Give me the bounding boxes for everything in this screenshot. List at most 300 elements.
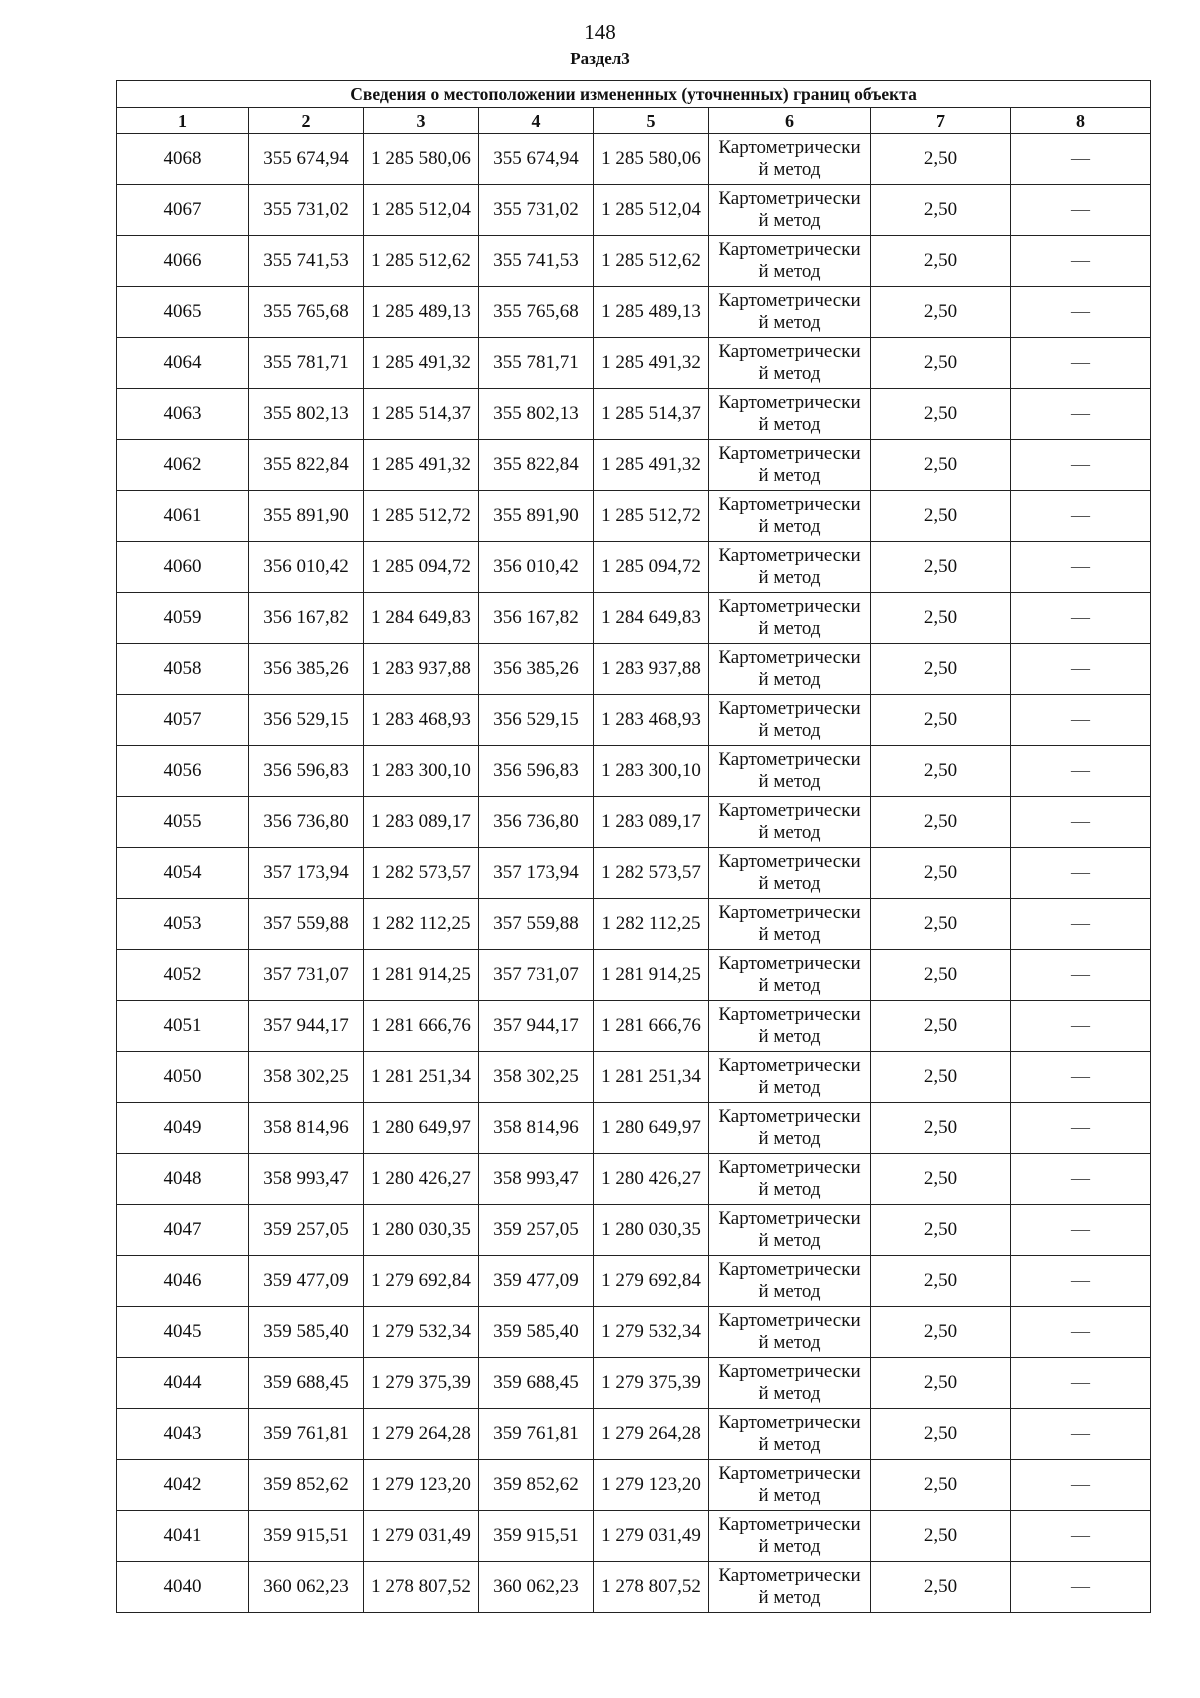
x-existing-cell: 356 596,83 [249, 746, 364, 797]
y-refined-cell: 1 279 692,84 [594, 1256, 709, 1307]
y-refined-cell: 1 283 937,88 [594, 644, 709, 695]
method-line: й метод [758, 720, 821, 741]
column-header: 8 [1011, 108, 1151, 134]
column-header: 4 [479, 108, 594, 134]
boundary-coordinates-table [116, 80, 1151, 1613]
method-cell [709, 389, 871, 440]
table-row [117, 1256, 1151, 1307]
point-number-cell: 4045 [117, 1307, 249, 1358]
method-line: й метод [758, 1179, 821, 1200]
x-refined-cell: 359 915,51 [479, 1511, 594, 1562]
x-existing-cell: 359 852,62 [249, 1460, 364, 1511]
method-cell [709, 542, 871, 593]
description-cell: — [1011, 1052, 1151, 1103]
method-cell [709, 1307, 871, 1358]
method-cell [709, 1256, 871, 1307]
x-existing-cell: 355 802,13 [249, 389, 364, 440]
method-cell [709, 236, 871, 287]
method-cell [709, 746, 871, 797]
description-cell: — [1011, 1256, 1151, 1307]
method-cell [709, 1409, 871, 1460]
method-line: Картометрически [718, 647, 861, 668]
x-existing-cell: 356 385,26 [249, 644, 364, 695]
y-existing-cell: 1 283 089,17 [364, 797, 479, 848]
accuracy-cell: 2,50 [871, 593, 1011, 644]
point-number-cell: 4064 [117, 338, 249, 389]
method-line: й метод [758, 1587, 821, 1608]
accuracy-cell: 2,50 [871, 1460, 1011, 1511]
accuracy-cell: 2,50 [871, 338, 1011, 389]
x-existing-cell: 357 731,07 [249, 950, 364, 1001]
method-cell [709, 644, 871, 695]
method-cell [709, 1205, 871, 1256]
y-refined-cell: 1 279 031,49 [594, 1511, 709, 1562]
method-line: й метод [758, 873, 821, 894]
column-header-row [117, 108, 1151, 134]
method-cell [709, 1052, 871, 1103]
method-line: Картометрически [718, 1106, 861, 1127]
description-cell: — [1011, 1103, 1151, 1154]
y-refined-cell: 1 285 512,04 [594, 185, 709, 236]
column-header: 2 [249, 108, 364, 134]
table-row [117, 389, 1151, 440]
y-refined-cell: 1 285 491,32 [594, 338, 709, 389]
description-cell: — [1011, 950, 1151, 1001]
method-cell [709, 1562, 871, 1613]
description-cell: — [1011, 287, 1151, 338]
table-row [117, 1358, 1151, 1409]
accuracy-cell: 2,50 [871, 491, 1011, 542]
x-existing-cell: 356 010,42 [249, 542, 364, 593]
y-existing-cell: 1 285 489,13 [364, 287, 479, 338]
x-refined-cell: 359 477,09 [479, 1256, 594, 1307]
method-cell [709, 848, 871, 899]
description-cell: — [1011, 1358, 1151, 1409]
accuracy-cell: 2,50 [871, 848, 1011, 899]
y-existing-cell: 1 285 580,06 [364, 134, 479, 185]
description-cell: — [1011, 1460, 1151, 1511]
x-refined-cell: 357 173,94 [479, 848, 594, 899]
accuracy-cell: 2,50 [871, 287, 1011, 338]
accuracy-cell: 2,50 [871, 1256, 1011, 1307]
point-number-cell: 4050 [117, 1052, 249, 1103]
x-existing-cell: 358 814,96 [249, 1103, 364, 1154]
x-refined-cell: 359 257,05 [479, 1205, 594, 1256]
method-line: Картометрически [718, 851, 861, 872]
x-existing-cell: 355 822,84 [249, 440, 364, 491]
y-existing-cell: 1 279 031,49 [364, 1511, 479, 1562]
accuracy-cell: 2,50 [871, 644, 1011, 695]
table-row [117, 440, 1151, 491]
x-refined-cell: 356 167,82 [479, 593, 594, 644]
x-refined-cell: 358 302,25 [479, 1052, 594, 1103]
method-line: Картометрически [718, 596, 861, 617]
x-existing-cell: 356 736,80 [249, 797, 364, 848]
method-line: й метод [758, 210, 821, 231]
x-existing-cell: 359 915,51 [249, 1511, 364, 1562]
table-row [117, 1409, 1151, 1460]
method-cell [709, 695, 871, 746]
table-row [117, 1511, 1151, 1562]
method-line: Картометрически [718, 1004, 861, 1025]
table-row [117, 746, 1151, 797]
method-line: Картометрически [718, 1157, 861, 1178]
accuracy-cell: 2,50 [871, 1154, 1011, 1205]
description-cell: — [1011, 1409, 1151, 1460]
x-existing-cell: 359 257,05 [249, 1205, 364, 1256]
method-line: й метод [758, 1128, 821, 1149]
table-caption: Сведения о местоположении измененных (уточненных) границ объекта [117, 81, 1151, 108]
method-line: Картометрически [718, 1208, 861, 1229]
x-existing-cell: 359 761,81 [249, 1409, 364, 1460]
method-line: Картометрически [718, 392, 861, 413]
table-row [117, 695, 1151, 746]
table-row [117, 1001, 1151, 1052]
table-row [117, 338, 1151, 389]
method-cell [709, 134, 871, 185]
y-existing-cell: 1 279 123,20 [364, 1460, 479, 1511]
x-existing-cell: 357 944,17 [249, 1001, 364, 1052]
method-cell [709, 1511, 871, 1562]
x-refined-cell: 355 822,84 [479, 440, 594, 491]
table-row [117, 1052, 1151, 1103]
method-line: Картометрически [718, 1565, 861, 1586]
x-refined-cell: 356 529,15 [479, 695, 594, 746]
table-row [117, 542, 1151, 593]
y-existing-cell: 1 284 649,83 [364, 593, 479, 644]
point-number-cell: 4059 [117, 593, 249, 644]
x-existing-cell: 357 559,88 [249, 899, 364, 950]
y-refined-cell: 1 281 914,25 [594, 950, 709, 1001]
accuracy-cell: 2,50 [871, 1103, 1011, 1154]
y-existing-cell: 1 285 491,32 [364, 440, 479, 491]
x-existing-cell: 355 731,02 [249, 185, 364, 236]
point-number-cell: 4066 [117, 236, 249, 287]
table-row [117, 848, 1151, 899]
description-cell: — [1011, 848, 1151, 899]
method-cell [709, 899, 871, 950]
accuracy-cell: 2,50 [871, 1562, 1011, 1613]
x-refined-cell: 355 731,02 [479, 185, 594, 236]
y-refined-cell: 1 285 512,72 [594, 491, 709, 542]
method-cell [709, 491, 871, 542]
method-line: Картометрически [718, 800, 861, 821]
accuracy-cell: 2,50 [871, 1205, 1011, 1256]
description-cell: — [1011, 338, 1151, 389]
method-line: Картометрически [718, 137, 861, 158]
y-refined-cell: 1 282 112,25 [594, 899, 709, 950]
y-refined-cell: 1 279 264,28 [594, 1409, 709, 1460]
point-number-cell: 4065 [117, 287, 249, 338]
x-refined-cell: 359 688,45 [479, 1358, 594, 1409]
method-line: й метод [758, 363, 821, 384]
method-cell [709, 185, 871, 236]
y-existing-cell: 1 285 491,32 [364, 338, 479, 389]
point-number-cell: 4058 [117, 644, 249, 695]
page-number: 148 [584, 20, 616, 44]
y-existing-cell: 1 285 512,72 [364, 491, 479, 542]
accuracy-cell: 2,50 [871, 1409, 1011, 1460]
y-existing-cell: 1 279 532,34 [364, 1307, 479, 1358]
method-line: Картометрически [718, 239, 861, 260]
table-row [117, 797, 1151, 848]
table-row [117, 1205, 1151, 1256]
accuracy-cell: 2,50 [871, 1511, 1011, 1562]
method-cell [709, 1001, 871, 1052]
x-refined-cell: 355 674,94 [479, 134, 594, 185]
method-line: Картометрически [718, 188, 861, 209]
x-existing-cell: 358 993,47 [249, 1154, 364, 1205]
description-cell: — [1011, 389, 1151, 440]
point-number-cell: 4046 [117, 1256, 249, 1307]
table-row [117, 1562, 1151, 1613]
y-existing-cell: 1 278 807,52 [364, 1562, 479, 1613]
y-existing-cell: 1 280 030,35 [364, 1205, 479, 1256]
method-line: Картометрически [718, 1055, 861, 1076]
column-header: 6 [709, 108, 871, 134]
description-cell: — [1011, 491, 1151, 542]
point-number-cell: 4044 [117, 1358, 249, 1409]
table-row [117, 1460, 1151, 1511]
point-number-cell: 4057 [117, 695, 249, 746]
method-line: Картометрически [718, 341, 861, 362]
method-cell [709, 1460, 871, 1511]
x-existing-cell: 356 167,82 [249, 593, 364, 644]
column-header: 1 [117, 108, 249, 134]
x-existing-cell: 355 765,68 [249, 287, 364, 338]
point-number-cell: 4052 [117, 950, 249, 1001]
method-line: Картометрически [718, 698, 861, 719]
table-row [117, 1154, 1151, 1205]
x-refined-cell: 357 731,07 [479, 950, 594, 1001]
x-refined-cell: 356 385,26 [479, 644, 594, 695]
method-line: й метод [758, 1485, 821, 1506]
point-number-cell: 4063 [117, 389, 249, 440]
description-cell: — [1011, 746, 1151, 797]
accuracy-cell: 2,50 [871, 389, 1011, 440]
y-refined-cell: 1 283 468,93 [594, 695, 709, 746]
description-cell: — [1011, 1307, 1151, 1358]
method-cell [709, 797, 871, 848]
description-cell: — [1011, 440, 1151, 491]
y-refined-cell: 1 281 251,34 [594, 1052, 709, 1103]
method-line: Картометрически [718, 1463, 861, 1484]
y-existing-cell: 1 279 692,84 [364, 1256, 479, 1307]
method-line: й метод [758, 1230, 821, 1251]
x-existing-cell: 355 674,94 [249, 134, 364, 185]
description-cell: — [1011, 644, 1151, 695]
y-refined-cell: 1 279 532,34 [594, 1307, 709, 1358]
column-header: 3 [364, 108, 479, 134]
column-header: 5 [594, 108, 709, 134]
y-refined-cell: 1 285 514,37 [594, 389, 709, 440]
y-refined-cell: 1 282 573,57 [594, 848, 709, 899]
x-refined-cell: 355 802,13 [479, 389, 594, 440]
y-existing-cell: 1 285 514,37 [364, 389, 479, 440]
method-line: Картометрически [718, 1412, 861, 1433]
y-refined-cell: 1 284 649,83 [594, 593, 709, 644]
method-line: Картометрически [718, 953, 861, 974]
accuracy-cell: 2,50 [871, 1358, 1011, 1409]
table-row [117, 593, 1151, 644]
point-number-cell: 4042 [117, 1460, 249, 1511]
x-existing-cell: 356 529,15 [249, 695, 364, 746]
y-refined-cell: 1 280 030,35 [594, 1205, 709, 1256]
y-refined-cell: 1 285 580,06 [594, 134, 709, 185]
x-existing-cell: 355 781,71 [249, 338, 364, 389]
method-line: Картометрически [718, 1361, 861, 1382]
description-cell: — [1011, 542, 1151, 593]
method-line: й метод [758, 618, 821, 639]
method-line: й метод [758, 1332, 821, 1353]
x-refined-cell: 359 852,62 [479, 1460, 594, 1511]
table-row [117, 185, 1151, 236]
x-existing-cell: 357 173,94 [249, 848, 364, 899]
point-number-cell: 4053 [117, 899, 249, 950]
section-title: Раздел3 [570, 49, 630, 68]
y-refined-cell: 1 283 089,17 [594, 797, 709, 848]
table-row [117, 134, 1151, 185]
y-existing-cell: 1 282 573,57 [364, 848, 479, 899]
x-refined-cell: 355 765,68 [479, 287, 594, 338]
point-number-cell: 4048 [117, 1154, 249, 1205]
method-cell [709, 593, 871, 644]
point-number-cell: 4040 [117, 1562, 249, 1613]
y-existing-cell: 1 285 512,62 [364, 236, 479, 287]
point-number-cell: 4068 [117, 134, 249, 185]
method-cell [709, 1358, 871, 1409]
x-refined-cell: 359 761,81 [479, 1409, 594, 1460]
method-line: й метод [758, 669, 821, 690]
point-number-cell: 4055 [117, 797, 249, 848]
y-refined-cell: 1 278 807,52 [594, 1562, 709, 1613]
x-refined-cell: 357 559,88 [479, 899, 594, 950]
accuracy-cell: 2,50 [871, 1307, 1011, 1358]
method-line: й метод [758, 1383, 821, 1404]
y-existing-cell: 1 280 426,27 [364, 1154, 479, 1205]
accuracy-cell: 2,50 [871, 134, 1011, 185]
point-number-cell: 4047 [117, 1205, 249, 1256]
point-number-cell: 4067 [117, 185, 249, 236]
method-line: й метод [758, 312, 821, 333]
accuracy-cell: 2,50 [871, 899, 1011, 950]
point-number-cell: 4054 [117, 848, 249, 899]
x-refined-cell: 356 010,42 [479, 542, 594, 593]
x-existing-cell: 360 062,23 [249, 1562, 364, 1613]
x-refined-cell: 355 891,90 [479, 491, 594, 542]
method-line: й метод [758, 1434, 821, 1455]
point-number-cell: 4061 [117, 491, 249, 542]
method-line: й метод [758, 261, 821, 282]
x-refined-cell: 357 944,17 [479, 1001, 594, 1052]
description-cell: — [1011, 1001, 1151, 1052]
description-cell: — [1011, 185, 1151, 236]
method-cell [709, 287, 871, 338]
method-line: й метод [758, 1536, 821, 1557]
x-existing-cell: 355 891,90 [249, 491, 364, 542]
method-line: Картометрически [718, 443, 861, 464]
method-line: Картометрически [718, 545, 861, 566]
accuracy-cell: 2,50 [871, 746, 1011, 797]
accuracy-cell: 2,50 [871, 542, 1011, 593]
x-existing-cell: 358 302,25 [249, 1052, 364, 1103]
table-row [117, 236, 1151, 287]
table-row [117, 899, 1151, 950]
method-cell [709, 338, 871, 389]
table-row [117, 1307, 1151, 1358]
description-cell: — [1011, 1511, 1151, 1562]
y-existing-cell: 1 283 937,88 [364, 644, 479, 695]
table-row [117, 950, 1151, 1001]
y-existing-cell: 1 285 512,04 [364, 185, 479, 236]
method-line: й метод [758, 1281, 821, 1302]
method-line: Картометрически [718, 749, 861, 770]
x-refined-cell: 358 993,47 [479, 1154, 594, 1205]
y-refined-cell: 1 285 094,72 [594, 542, 709, 593]
description-cell: — [1011, 1562, 1151, 1613]
method-cell [709, 950, 871, 1001]
point-number-cell: 4041 [117, 1511, 249, 1562]
accuracy-cell: 2,50 [871, 236, 1011, 287]
table-row [117, 287, 1151, 338]
accuracy-cell: 2,50 [871, 1052, 1011, 1103]
accuracy-cell: 2,50 [871, 950, 1011, 1001]
method-cell [709, 440, 871, 491]
point-number-cell: 4051 [117, 1001, 249, 1052]
y-existing-cell: 1 283 468,93 [364, 695, 479, 746]
description-cell: — [1011, 236, 1151, 287]
method-cell [709, 1154, 871, 1205]
y-existing-cell: 1 281 251,34 [364, 1052, 479, 1103]
table-row [117, 1103, 1151, 1154]
method-line: й метод [758, 159, 821, 180]
description-cell: — [1011, 1205, 1151, 1256]
method-cell [709, 1103, 871, 1154]
method-line: й метод [758, 465, 821, 486]
accuracy-cell: 2,50 [871, 797, 1011, 848]
description-cell: — [1011, 134, 1151, 185]
x-refined-cell: 355 741,53 [479, 236, 594, 287]
accuracy-cell: 2,50 [871, 695, 1011, 746]
method-line: й метод [758, 924, 821, 945]
method-line: Картометрически [718, 290, 861, 311]
y-existing-cell: 1 280 649,97 [364, 1103, 479, 1154]
method-line: й метод [758, 1077, 821, 1098]
method-line: й метод [758, 771, 821, 792]
x-existing-cell: 359 477,09 [249, 1256, 364, 1307]
x-existing-cell: 359 688,45 [249, 1358, 364, 1409]
x-refined-cell: 358 814,96 [479, 1103, 594, 1154]
y-refined-cell: 1 283 300,10 [594, 746, 709, 797]
point-number-cell: 4060 [117, 542, 249, 593]
y-refined-cell: 1 285 512,62 [594, 236, 709, 287]
y-existing-cell: 1 285 094,72 [364, 542, 479, 593]
method-line: й метод [758, 822, 821, 843]
method-line: й метод [758, 1026, 821, 1047]
point-number-cell: 4049 [117, 1103, 249, 1154]
column-header: 7 [871, 108, 1011, 134]
x-existing-cell: 359 585,40 [249, 1307, 364, 1358]
method-line: й метод [758, 414, 821, 435]
y-refined-cell: 1 280 649,97 [594, 1103, 709, 1154]
description-cell: — [1011, 695, 1151, 746]
y-existing-cell: 1 279 375,39 [364, 1358, 479, 1409]
description-cell: — [1011, 899, 1151, 950]
x-refined-cell: 359 585,40 [479, 1307, 594, 1358]
y-existing-cell: 1 281 666,76 [364, 1001, 479, 1052]
method-line: Картометрически [718, 494, 861, 515]
description-cell: — [1011, 593, 1151, 644]
